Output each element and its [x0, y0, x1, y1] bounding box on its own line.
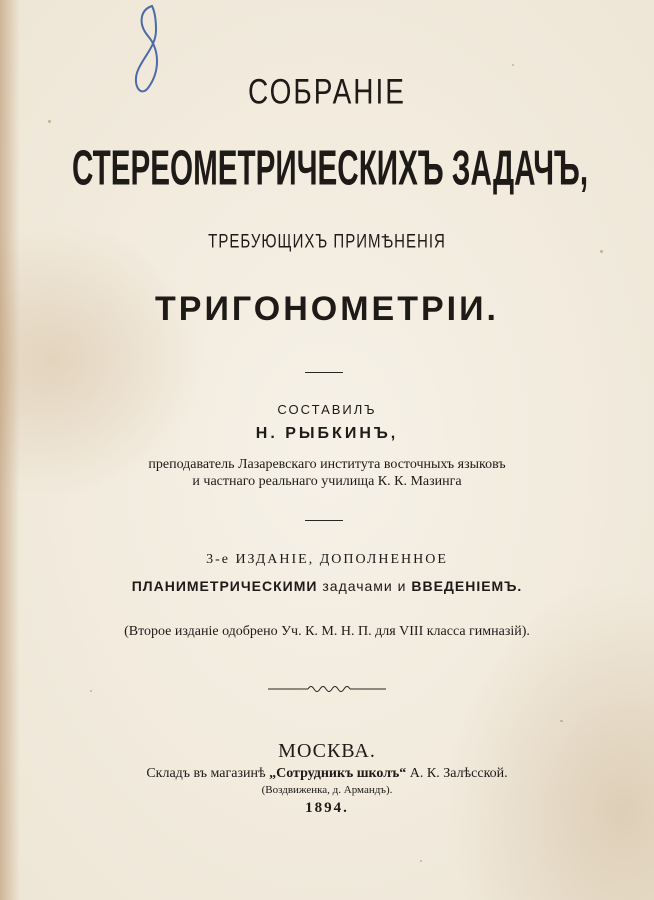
store-name: „Сотрудникъ школъ“	[269, 766, 407, 781]
city: МОСКВА.	[278, 740, 376, 762]
title-line-trigonometry: ТРИГОНОМЕТРІИ.	[155, 290, 499, 328]
year: 1894.	[305, 800, 349, 816]
title-line-main: СТЕРЕОМЕТРИЧЕСКИХЪ ЗАДАЧЪ,	[71, 141, 589, 197]
author-name: Н. РЫБКИНЪ,	[255, 425, 399, 442]
edition-bold-1: ПЛАНИМЕТРИЧЕСКИМИ	[131, 578, 318, 594]
paper-speck	[48, 120, 51, 123]
ornament-divider	[268, 683, 386, 695]
author-description-1: преподаватель Лазаревскаго института восточныхъ языковъ	[148, 457, 506, 472]
paper-speck	[90, 690, 92, 692]
warehouse-line	[0, 766, 654, 782]
author-description-2: и частнаго реальнаго училища К. К. Мазинга	[192, 474, 462, 489]
warehouse-prefix: Складъ въ магазинѣ	[146, 766, 270, 781]
edition-supplement	[0, 578, 654, 594]
paper-speck	[512, 64, 514, 66]
title-line-requiring: ТРЕБУЮЩИХЪ ПРИМѢНЕНІЯ	[208, 230, 446, 253]
approval-note: (Второе изданіе одобрено Уч. К. М. Н. П. для VIII класса гимназій).	[124, 624, 530, 639]
title-line-collection: СОБРАНІЕ	[248, 72, 406, 111]
edition-middle: задачами и	[317, 578, 412, 594]
compiled-by-label: СОСТАВИЛЪ	[277, 402, 377, 417]
edition-line: 3-е ИЗДАНІЕ, ДОПОЛНЕННОЕ	[206, 552, 448, 567]
divider-rule	[305, 372, 343, 373]
paper-speck	[560, 720, 563, 722]
paper-speck	[420, 860, 422, 862]
warehouse-suffix: А. К. Залѣсской.	[406, 766, 508, 781]
divider-rule	[305, 520, 343, 521]
page-edge-stain	[0, 0, 20, 900]
edition-bold-2: ВВЕДЕНІЕМЪ.	[411, 578, 523, 594]
address: (Воздвиженка, д. Армандъ).	[261, 784, 393, 796]
